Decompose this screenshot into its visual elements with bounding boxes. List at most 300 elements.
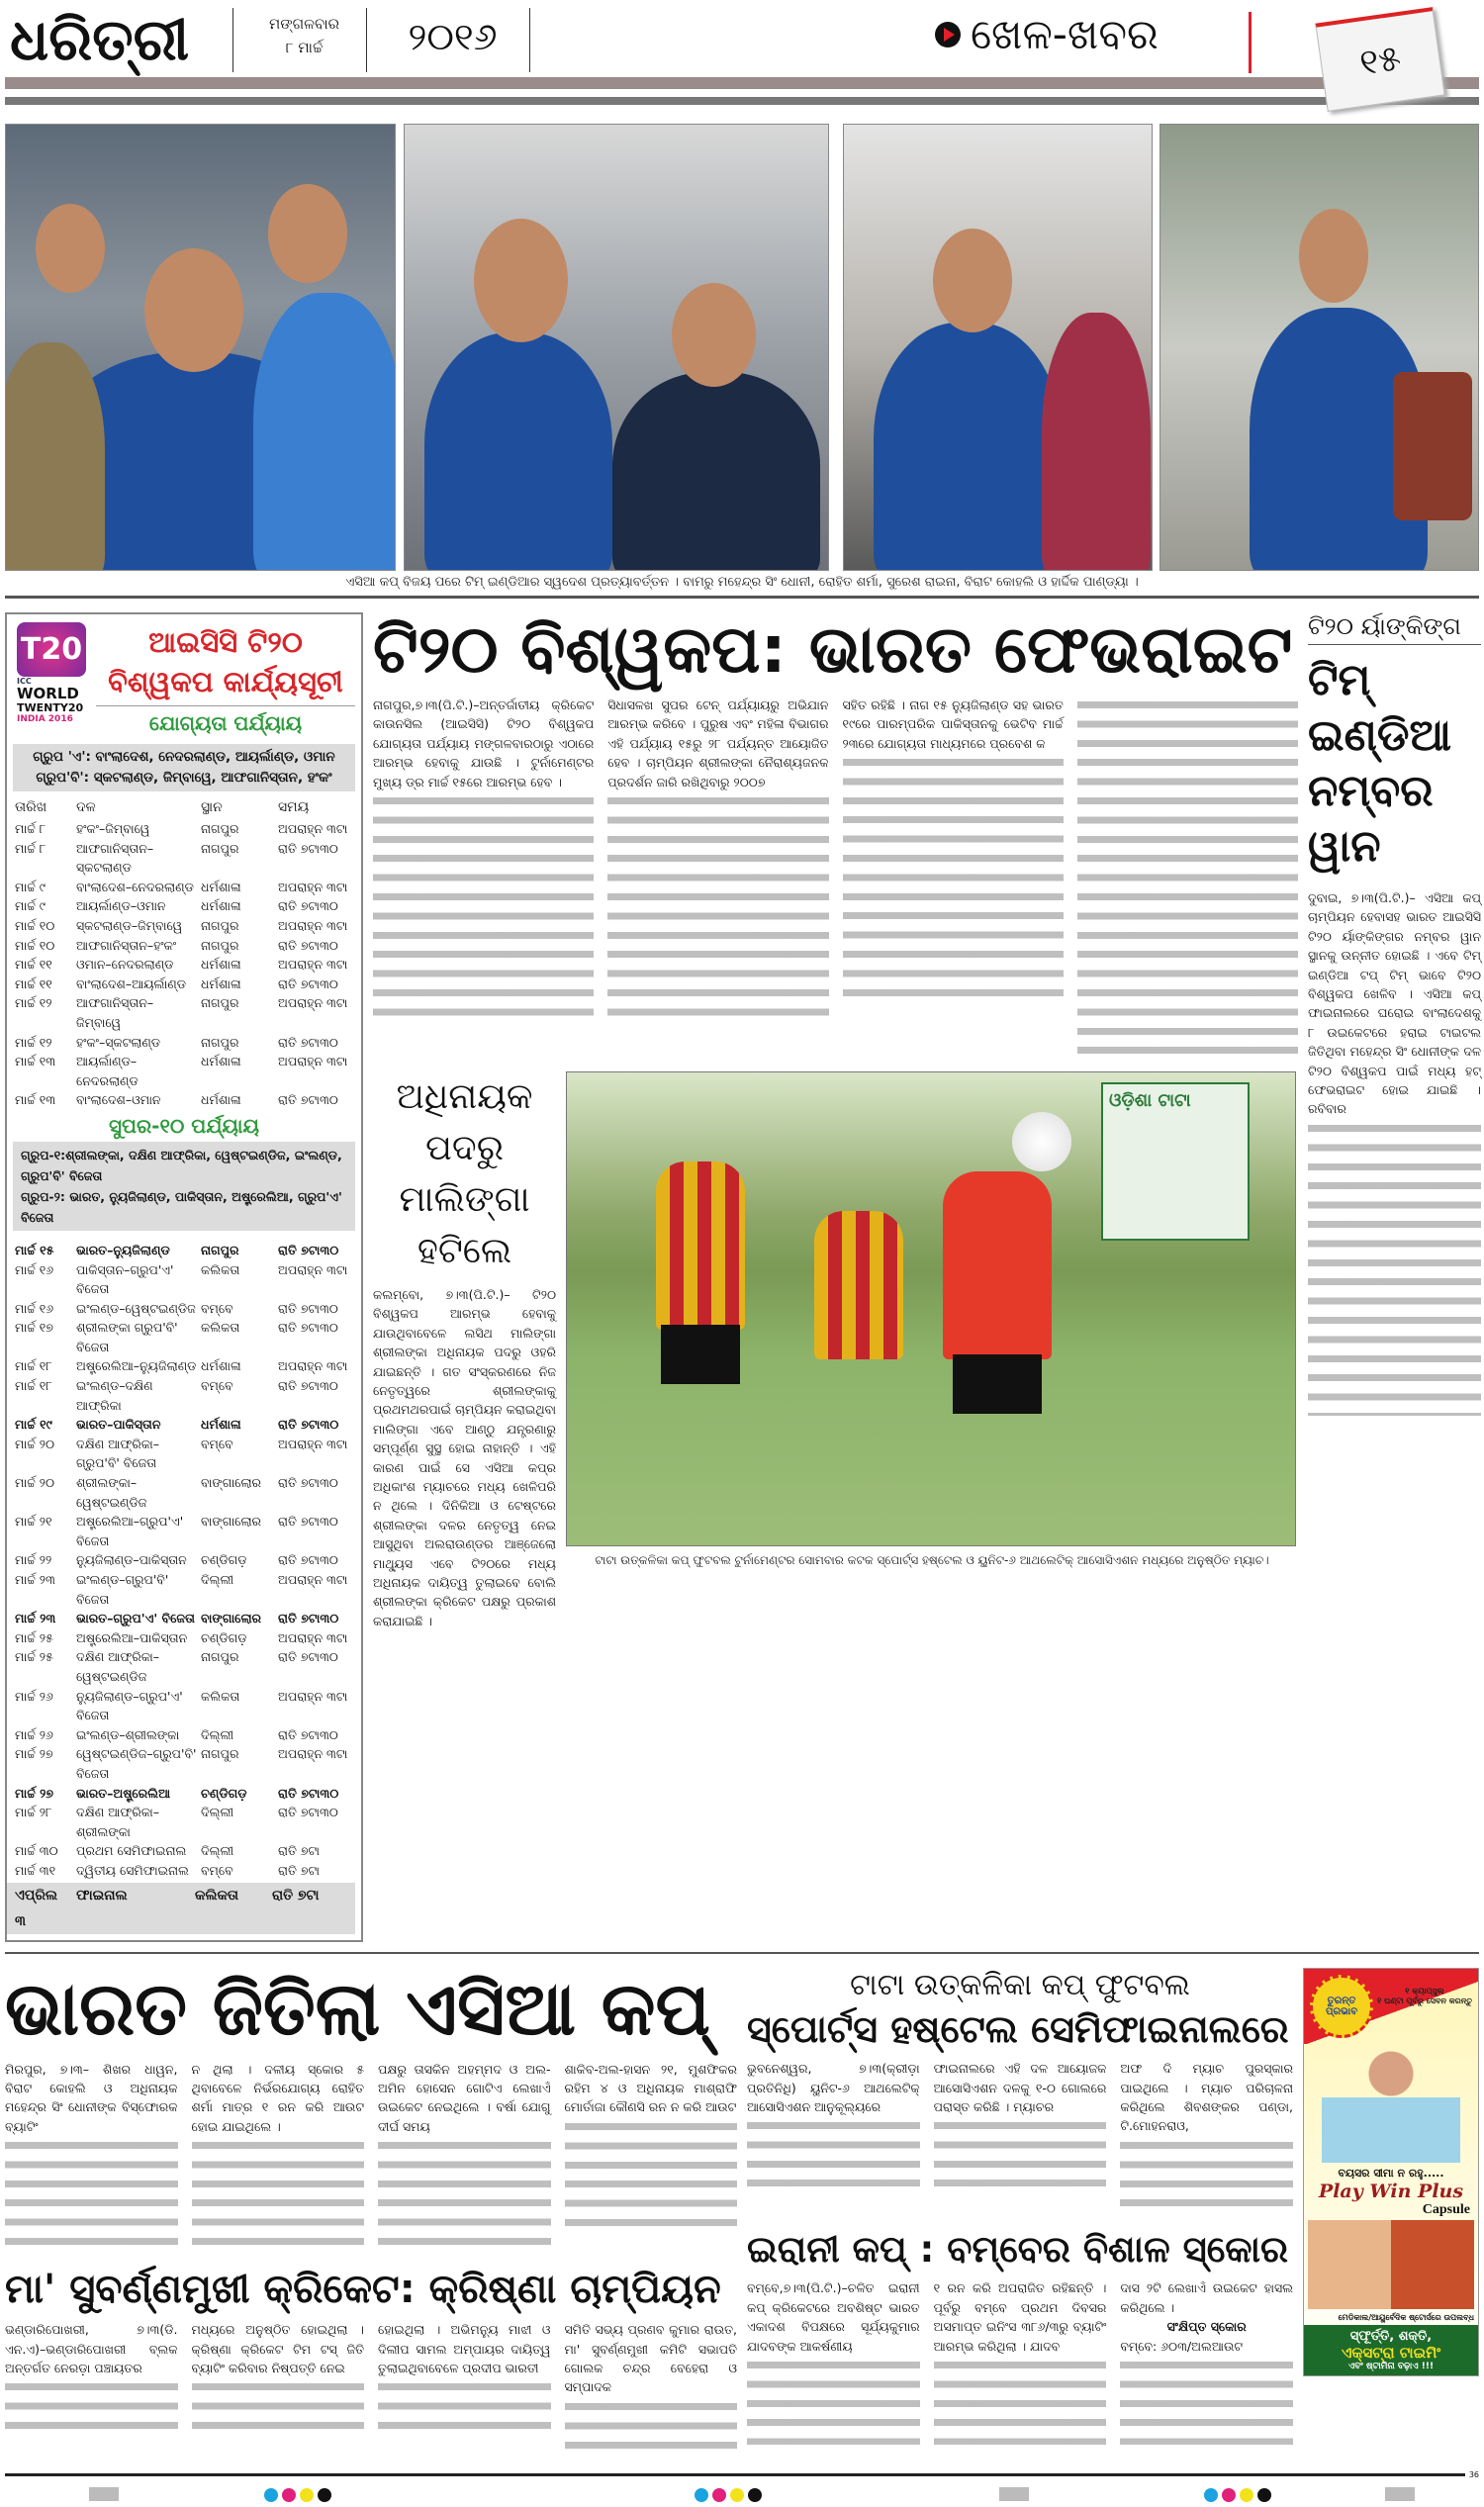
scorecard-line: ବମ୍ବେ: ୬୦୩/ଅଲଆଉଟ: [1120, 2338, 1244, 2354]
cell-teams: ଦକ୍ଷିଣ ଆଫ୍ରିକା–ଶ୍ରୀଲଙ୍କା: [76, 1805, 160, 1839]
football: [1012, 1112, 1071, 1171]
cell-venue: ବାଙ୍ଗାଲୋର: [201, 1475, 262, 1491]
cell-teams: ଅଷ୍ଟ୍ରେଲିଆ–ଗ୍ରୁପ'ଏ' ବିଜେତା: [76, 1514, 184, 1548]
cell-date: ମାର୍ଚ୍ଚ ୨୦: [15, 1475, 55, 1491]
schedule-row: [7, 936, 361, 956]
cell-date: ମାର୍ଚ୍ଚ ୨୨: [15, 1552, 52, 1568]
super10-groups-box: [13, 1142, 355, 1231]
cell-date: ମାର୍ଚ୍ଚ ୧୭: [15, 1320, 53, 1336]
story-column: [565, 2320, 738, 2457]
schedule-row: [7, 1052, 361, 1090]
cell-date: ମାର୍ଚ୍ଚ ୨୬: [15, 1688, 53, 1704]
cell-teams: ଆୟର୍ଲାଣ୍ଡ–ନେଦରଲାଣ୍ଡ: [76, 1054, 139, 1088]
cell-teams: ୱେଷ୍ଟଇଣ୍ଡିଜ–ଗ୍ରୁପ'ବି' ବିଜେତା: [76, 1746, 197, 1781]
text-continuation: [565, 2397, 738, 2457]
cell-date: ମାର୍ଚ୍ଚ ୨୧: [15, 1514, 52, 1530]
super10-heading: ସୁପର-୧୦ ପର୍ଯ୍ୟାୟ: [108, 1113, 259, 1138]
groups-box: [13, 744, 355, 791]
playwinplus-advertisement: [1303, 1968, 1479, 2376]
cell-teams: ଆୟର୍ଲାଣ୍ଡ–ଓମାନ: [76, 898, 166, 914]
ad-slogan-band: [1304, 2325, 1478, 2375]
cell: ଏପ୍ରିଲ ୩: [15, 1887, 58, 1929]
date: ୮ ମାର୍ଚ୍ଚ: [285, 39, 324, 56]
cell-teams: ହଂକଂ–ଜିମ୍ବାୱେ: [76, 821, 150, 836]
cell-teams: ଭାରତ–ଗ୍ରୁପ'ଏ' ବିଜେତା: [76, 1611, 195, 1626]
text-continuation: [5, 2136, 178, 2255]
cell-date: ମାର୍ଚ୍ଚ ୨୩: [15, 1611, 56, 1626]
lower-left: [5, 1968, 737, 2457]
divider: [1249, 12, 1252, 73]
cell-venue: ଧର୍ମଶାଳା: [201, 1417, 241, 1433]
cell-venue: ନାଗପୁର: [201, 1034, 239, 1050]
section-title: [935, 10, 1244, 59]
player: [814, 1211, 903, 1359]
main-story-body: [373, 696, 1298, 1062]
qualifier-heading: ଯୋଗ୍ୟତା ପର୍ଯ୍ୟାୟ: [148, 711, 303, 735]
cell-time: ଅପରାହ୍ନ ୩ଟା: [278, 821, 348, 836]
cell: ରାତି ୭ଟା: [272, 1887, 320, 1903]
cell-time: ରାତି ୭ଟା୩୦: [278, 1475, 338, 1491]
cell-teams: ନ୍ୟୁଜିଲାଣ୍ଡ–ଗ୍ରୁପ'ଏ' ବିଜେତା: [76, 1688, 183, 1723]
story-text: ହୋଇଥିଲା । ଅଭିମନ୍ୟୁ ମାଝୀ ଓ ଦିଲୀପ ସାମଲ ଅମ୍ପାୟର ଦାୟିତ୍ୱ ତୁଲାଇଥିବାବେଳେ ପ୍ରଦୀପ ଭାରତୀ: [378, 2322, 551, 2376]
logo-text: WORLD: [17, 685, 79, 702]
col-date: ତାରିଖ: [15, 799, 47, 815]
cell-time: ଅପରାହ୍ନ ୩ଟା: [278, 1261, 348, 1277]
text-continuation: [607, 791, 828, 1019]
cell-time: ରାତି ୭ଟା୩୦: [278, 1378, 338, 1394]
cell: ଫାଇନାଲ: [76, 1887, 128, 1903]
cell-date: ମାର୍ଚ୍ଚ ୨୦: [15, 1436, 55, 1451]
ranking-kicker: ଟି୨୦ ର୍ୟାଙ୍କିଙ୍ଗ: [1308, 612, 1481, 645]
cell-date: ମାର୍ଚ୍ଚ ୨୭: [15, 1785, 54, 1801]
cell-venue: ନାଗପୁର: [201, 1649, 239, 1665]
story-column: [1120, 2059, 1293, 2215]
schedule-row: [7, 993, 361, 1032]
cell-date: ମାର୍ଚ୍ଚ ୧୩: [15, 1054, 56, 1069]
text-continuation: [192, 2377, 365, 2437]
cell-time: ରାତି ୭ଟା୩୦: [278, 898, 338, 914]
schedule-row: [7, 1609, 361, 1628]
cell-time: ରାତି ୭ଟା୩୦: [278, 1300, 338, 1316]
schedule-row: [7, 1435, 361, 1473]
cell-teams: ଇଂଲଣ୍ଡ–ୱେଷ୍ଟଇଣ୍ଡିଜ: [76, 1300, 196, 1316]
text-continuation: [5, 2377, 178, 2437]
text-continuation: [747, 2116, 920, 2195]
main-section: [373, 612, 1298, 1630]
story-column: [1077, 696, 1298, 1062]
text-continuation: [1308, 1119, 1481, 1416]
cell-venue: କଲିକତା: [201, 1320, 240, 1336]
story-column: [192, 2320, 365, 2457]
logo-text: INDIA 2016: [17, 714, 73, 724]
cell-teams: ଅଷ୍ଟ୍ରେଲିଆ–ନ୍ୟୁଜିଲାଣ୍ଡ: [76, 1358, 197, 1374]
cell-date: ମାର୍ଚ୍ଚ ୧୮: [15, 1378, 52, 1394]
cell-venue: ଧର୍ମଶାଳା: [201, 898, 241, 914]
malinga-story: [373, 1071, 556, 1630]
text-continuation: [1120, 2136, 1293, 2215]
ad-product: Capsule: [1422, 2201, 1470, 2217]
schedule-row: [7, 955, 361, 975]
cell-venue: କଲିକତା: [201, 1261, 240, 1277]
super10-table: [7, 1241, 361, 1881]
print-page-number: 36: [1468, 2469, 1479, 2479]
registration-mark: [1385, 2487, 1415, 2501]
cell-time: ଅପରାହ୍ନ ୩ଟା: [278, 995, 348, 1011]
col-time: ସମୟ: [278, 799, 310, 815]
cell-teams: ଶ୍ରୀଲଙ୍କା ଗ୍ରୁପ'ବି' ବିଜେତା: [76, 1320, 178, 1354]
cell-venue: ଦିଲ୍ଲୀ: [201, 1843, 234, 1859]
asia-cup-headline: ଭାରତ ଜିତିଲା ଏସିଆ କପ୍: [5, 1966, 710, 2052]
story-text: ସମିତି ସଭ୍ୟ ପ୍ରଣବ କୁମାର ରାଉତ, ମା' ସୁବର୍ଣ୍ଣମୁଖୀ କମିଟି ସଭାପତି ଗୋଲକ ଚନ୍ଦ୍ର ବେହେରା ଓ ସମ୍ପାଦକ: [564, 2322, 737, 2395]
story-text: ନାଗପୁର,୭।୩(ପି.ଟି.)–ଅନ୍ତର୍ଜାତୀୟ କ୍ରିକେଟ କାଉନସିଲ (ଆଇସିସି) ଟି୨୦ ବିଶ୍ୱକପ ଯୋଗ୍ୟତା ପର୍ଯ୍ୟାୟ ମଙ୍ଗଳବାରଠାରୁ ଏଠାରେ ଆରମ୍ଭ ହେବାକୁ ଯାଉଛି । ଟୁର୍ନାମେଣ୍ଟର ମୁଖ୍ୟ ଡ୍ର ମାର୍ଚ୍ଚ ୧୫ରେ ଆରମ୍ଭ ହେବ ।: [373, 696, 595, 789]
cell-time: ରାତି ୭ଟା୩୦: [278, 937, 338, 953]
cell-venue: ଚଣ୍ଡିଗଡ଼: [201, 1629, 247, 1645]
cell-date: ମାର୍ଚ୍ଚ ୧୫: [15, 1242, 54, 1257]
cell-venue: ନାଗପୁର: [201, 995, 239, 1011]
cell-date: ମାର୍ଚ୍ଚ ୯: [15, 898, 46, 914]
cell-date: ମାର୍ଚ୍ଚ ୨୭: [15, 1746, 53, 1762]
story-column: [843, 696, 1064, 1062]
cell: କଲିକତା: [195, 1887, 239, 1903]
schedule-row: [7, 1512, 361, 1550]
cell-teams: ଦକ୍ଷିଣ ଆଫ୍ରିକା–ଗ୍ରୁପ'ବି' ବିଜେତା: [76, 1436, 160, 1471]
schedule-row: [7, 1260, 361, 1299]
cell-teams: ଭାରତ–ପାକିସ୍ତାନ: [76, 1417, 161, 1433]
text-continuation: [843, 753, 1064, 1000]
schedule-row: [7, 1647, 361, 1686]
story-column: [565, 2060, 738, 2256]
rule: [5, 1952, 1479, 1954]
football-caption: ଟାଟା ଉତ୍କଳିକା କପ୍ ଫୁଟବଲ ଟୁର୍ନାମେଣ୍ଟର ସୋମବାର କଟକ ସ୍ପୋର୍ଟ୍ସ ହଷ୍ଟେଲ ଓ ୟୁନିଟ-୬ ଆଥଲେଟିକ୍ ଆସୋସିଏଶନ ମଧ୍ୟରେ ଅନୁଷ୍ଠିତ ମ୍ୟାଚ।: [595, 1552, 1269, 1567]
text-continuation: [378, 2136, 551, 2255]
cell-venue: ଚଣ୍ଡିଗଡ଼: [201, 1552, 247, 1568]
schedule-row: [7, 916, 361, 936]
schedule-row: [7, 975, 361, 994]
story-column: [378, 2320, 551, 2457]
story-text: ଭଣ୍ଡାରିପୋଖରୀ, ୭।୩(ଡି. ଏନ.ଏ)–ଭଣ୍ଡାରିପୋଖରୀ ବ୍ଲକ ଅନ୍ତର୍ଗତ ନେରଡ଼ା ପଞ୍ଚାୟତର: [5, 2322, 178, 2376]
color-registration-marks: [1202, 2487, 1273, 2506]
cell-time: ରାତି ୭ଟା୩୦: [278, 1092, 338, 1108]
divider: [232, 8, 233, 72]
cell-date: ମାର୍ଚ୍ଚ ୧୦: [15, 937, 55, 953]
registration-mark: [999, 2487, 1029, 2501]
tata-cup-body: [747, 2059, 1293, 2215]
cell-date: ମାର୍ଚ୍ଚ ୨୬: [15, 1726, 53, 1742]
ad-top: [1304, 1969, 1478, 2044]
schedule-row: [7, 1744, 361, 1783]
cell-date: ମାର୍ଚ୍ଚ ୧୨: [15, 1034, 52, 1050]
text-continuation: [192, 2136, 365, 2255]
schedule-row: [7, 1033, 361, 1053]
newspaper-logo: ଧରିତ୍ରୀ: [10, 6, 190, 73]
cell-venue: ନାଗପୁର: [201, 917, 239, 933]
photo-dhoni: [5, 124, 396, 571]
cell-venue: ବମ୍ବେ: [201, 1862, 233, 1878]
story-text: ଦାସ ୨ଟି ଲେଖାଏଁ ଉଇକେଟ ହାସଲ କରିଥିଲେ ।: [1120, 2280, 1293, 2315]
cell-time: ରାତି ୭ଟା୩୦: [278, 1320, 338, 1336]
group-1: ଗ୍ରୁପ-୧:ଶ୍ରୀଲଙ୍କା, ଦକ୍ଷିଣ ଆଫ୍ରିକା, ୱେଷ୍ଟଇଣ୍ଡିଜ, ଇଂଲଣ୍ଡ, ଗ୍ରୁପ'ବି' ବିଜେତା: [21, 1147, 342, 1183]
issue-date: [247, 12, 361, 59]
logo-text: TWENTY20: [17, 701, 84, 714]
cell-time: ଅପରାହ୍ନ ୩ଟା: [278, 1436, 348, 1451]
text-continuation: [934, 2356, 1107, 2445]
page-number: ୧୫: [1315, 7, 1444, 112]
cell-time: ରାତି ୭ଟା୩୦: [278, 1611, 339, 1626]
story-text: ଅଫ ଦି ମ୍ୟାଚ ପୁରସ୍କାର ପାଇଥିଲେ । ମ୍ୟାଚ ପରିଚାଳନା କରିଥିଲେ ଶିବଶଙ୍କର ପଣ୍ଡା, ଟି.ମୋହନରାଓ,: [1120, 2061, 1293, 2134]
cell-venue: ଧର୍ମଶାଳା: [201, 1092, 241, 1108]
cell-date: ମାର୍ଚ୍ଚ ୨୫: [15, 1629, 53, 1645]
cell-venue: କଲିକତା: [201, 1688, 240, 1704]
cell-time: ରାତି ୭ଟା୩୦: [278, 1785, 339, 1801]
t20-schedule-box: [5, 612, 363, 1942]
cell-teams: ଇଂଲଣ୍ଡ–ଗ୍ରୁପ'ବି' ବିଜେତା: [76, 1572, 169, 1607]
cell-time: ଅପରାହ୍ନ ୩ଟା: [278, 1054, 348, 1069]
cell-venue: ନାଗପୁର: [201, 821, 239, 836]
story-column: [192, 2060, 365, 2256]
malinga-body: କଲମ୍ବୋ, ୭।୩(ପି.ଟି.)– ଟି୨୦ ବିଶ୍ୱକପ ଆରମ୍ଭ ହେବାକୁ ଯାଉଥିବାବେଳେ ଲସିଥ ମାଲିଙ୍ଗା ଶ୍ରୀଲଙ୍କା ଅଧିନାୟକ ପଦରୁ ଓହରି ଯାଇଛନ୍ତି । ଗତ ସଂସ୍କରଣରେ ନିଜ ନେତୃତ୍ୱରେ ଶ୍ରୀଲଙ୍କାକୁ ପ୍ରଥମଥରପାଇଁ ଚାମ୍ପିୟନ କରାଇଥିବା ମାଲିଙ୍ଗା ଏବେ ଆଣ୍ଠୁ ଯନ୍ତ୍ରଣାରୁ ସମ୍ପୂର୍ଣ୍ଣ ସୁସ୍ଥ ହୋଇ ନାହାନ୍ତି । ଏହି କାରଣ ପାଇଁ ସେ ଏସିଆ କପ୍‌ର ଅଧିକାଂଶ ମ୍ୟାଚରେ ମଧ୍ୟ ଖେଳିପରି ନ ଥିଲେ । ଦିନିକିଆ ଓ ଟେଷ୍ଟରେ ଶ୍ରୀଲଙ୍କା ଦଳର ନେତୃତ୍ୱ ନେଇ ଆସୁଥିବା ଅଲରାଉଣ୍ଡର ଆଞ୍ଜେଲୋ ମାଥ୍ୟୁସ ଏବେ ଟି୨୦ରେ ମଧ୍ୟ ଅଧିନାୟକ ଦାୟିତ୍ୱ ତୁଲାଇବେ ବୋଲି ଶ୍ରୀଲଙ୍କା କ୍ରିକେଟ ପକ୍ଷରୁ ପ୍ରକାଶ କରାଯାଇଛି ।: [373, 1286, 556, 1628]
cell-time: ଅପରାହ୍ନ ୩ଟା: [278, 1358, 348, 1374]
final-row: [7, 1883, 355, 1934]
col-venue: ସ୍ଥାନ: [201, 799, 223, 815]
cell-time: ଅପରାହ୍ନ ୩ଟା: [278, 1572, 348, 1587]
cell-venue: ନାଗପୁର: [201, 840, 239, 856]
cell-time: ରାତି ୭ଟା୩୦: [278, 1514, 338, 1530]
cell-date: ମାର୍ଚ୍ଚ ୧୮: [15, 1358, 52, 1374]
cell-teams: ଇଂଲଣ୍ଡ–ଦକ୍ଷିଣ ଆଫ୍ରିକା: [76, 1378, 153, 1413]
cell-venue: ଧର୍ମଶାଳା: [201, 975, 241, 991]
schedule-header: [7, 795, 361, 819]
cell-time: ରାତି ୭ଟା: [278, 1843, 320, 1859]
ad-slogan: ଏବଂ ଷ୍ଟାମିନା ବଢ଼ାଏ !!!: [1347, 2361, 1435, 2371]
cell-venue: ନାଗପୁର: [201, 937, 239, 953]
cell-venue: ବାଙ୍ଗାଲୋର: [201, 1514, 262, 1530]
ad-slogan: ସ୍ଫୂର୍ତ୍ତି, ଶକ୍ତି,: [1349, 2328, 1433, 2344]
cell-time: ରାତି ୭ଟା୩୦: [278, 1034, 338, 1050]
cell-venue: ଧର୍ମଶାଳା: [201, 957, 241, 973]
photo-rohit-raina: [404, 124, 829, 571]
cell-venue: ବମ୍ବେ: [201, 1436, 233, 1451]
photo-pandya: [1159, 124, 1479, 571]
logo-text: ICC: [17, 677, 32, 686]
schedule-row: [7, 1473, 361, 1512]
cell-time: ଅପରାହ୍ନ ୩ଟା: [278, 879, 348, 894]
cell-teams: ଆଫଗାନିସ୍ତାନ–ଜିମ୍ବାୱେ: [76, 995, 154, 1030]
scorecard-heading: ସଂକ୍ଷିପ୍ତ ସ୍କୋର: [1166, 2319, 1247, 2335]
photo-kohli: [843, 124, 1153, 571]
weekday: ମଙ୍ଗଳବାର: [268, 15, 339, 33]
schedule-title: ବିଶ୍ୱକପ କାର୍ଯ୍ୟସୂଚୀ: [96, 662, 355, 706]
subarnamukhi-headline: ମା' ସୁବର୍ଣ୍ଣମୁଖୀ କ୍ରିକେଟ: କ୍ରିଷ୍ଣା ଚାମ୍ପିୟନ: [5, 2267, 721, 2313]
story-text: ଶାକିବ-ଅଲ-ହାସନ ୨୧, ମୁଶଫିକର ରହିମ ୪ ଓ ଅଧିନାୟକ ମାଶ୍ରାଫି ମୋର୍ତାଜା କୌଣସି ରନ ନ କରି ଆଉଟ: [564, 2061, 737, 2115]
schedule-row: [7, 1318, 361, 1356]
cell-time: ରାତି ୭ଟା୩୦: [278, 1552, 338, 1568]
story-text: ଫାଇନାଲରେ ଏହି ଦଳ ଆୟୋଜକ ଆସୋସିଏଶନ ଦଳକୁ ୧-୦ ଗୋଲରେ ପରାସ୍ତ କରିଛି । ମ୍ୟାଚର: [933, 2061, 1107, 2114]
schedule-row: [7, 819, 361, 839]
color-registration-marks: [262, 2487, 333, 2506]
cell-date: ମାର୍ଚ୍ଚ ୩୦: [15, 1843, 58, 1859]
cell-teams: ନ୍ୟୁଜିଲାଣ୍ଡ–ପାକିସ୍ତାନ: [76, 1552, 187, 1568]
cell-teams: ଭାରତ–ନ୍ୟୁଜିଲାଣ୍ଡ: [76, 1242, 170, 1257]
registration-mark: [89, 2487, 119, 2501]
subarnamukhi-body: [5, 2320, 737, 2457]
cell-teams: ଇଂଲଣ୍ଡ–ଶ୍ରୀଲଙ୍କା: [76, 1726, 180, 1742]
cell-date: ମାର୍ଚ୍ଚ ୧୬: [15, 1261, 54, 1277]
cell-date: ମାର୍ଚ୍ଚ ୧୨: [15, 995, 52, 1011]
ad-slogan: ଏକ୍ସଟ୍ରା ଟାଇମିଂ: [1341, 2343, 1441, 2362]
schedule-row: [7, 1784, 361, 1804]
ad-badge: ତୁରନ୍ତ ପ୍ରଭାବ: [1310, 1975, 1373, 2038]
cell-time: ରାତି ୭ଟା୩୦: [278, 1726, 338, 1742]
story-column: [5, 2320, 178, 2457]
ranking-headline: ଟିମ୍ ଇଣ୍ଡିଆ ନମ୍ବର ୱାନ: [1308, 655, 1452, 872]
schedule-row: [7, 1356, 361, 1376]
cell-date: ମାର୍ଚ୍ଚ ୧୯: [15, 1417, 52, 1433]
color-registration-marks: [693, 2487, 764, 2506]
schedule-row: [7, 1687, 361, 1725]
cell-teams: ବାଂଲାଦେଶ–ଆୟର୍ଲାଣ୍ଡ: [76, 975, 186, 991]
tata-cup-kicker: ଟାଟା ଉତ୍କଳିକା କପ୍ ଫୁଟବଲ: [850, 1967, 1190, 2002]
upper-section: [5, 612, 1479, 1942]
ad-model-photo: [1322, 2044, 1460, 2163]
cell-date: ମାର୍ଚ୍ଚ ୧୩: [15, 1092, 56, 1108]
cell-teams: ଭାରତ–ଅଷ୍ଟ୍ରେଲିଆ: [76, 1785, 171, 1801]
cell-time: ଅପରାହ୍ନ ୩ଟା: [278, 1746, 348, 1762]
text-continuation: [934, 2116, 1107, 2195]
cell-date: ମାର୍ଚ୍ଚ ୮: [15, 840, 46, 856]
footer: [5, 2470, 1479, 2479]
cell-time: ରାତି ୭ଟା୩୦: [278, 840, 338, 856]
text-continuation: [373, 791, 594, 1019]
divider: [529, 8, 530, 72]
col-teams: ଦଳ: [76, 799, 96, 815]
cell-time: ରାତି ୭ଟା୩୦: [278, 975, 338, 991]
lower-middle: [747, 1968, 1293, 2445]
asia-cup-body: [5, 2060, 737, 2256]
cell-venue: ବାଙ୍ଗାଲୋର: [201, 1611, 262, 1626]
section-label: ଖେଳ-ଖବର: [971, 10, 1159, 58]
ad-text: ୧ କ୍ୟାପ୍ସୁଲ: [1405, 1986, 1444, 1996]
ad-text: ୧ ଘଣ୍ଟା ପୂର୍ବରୁ ସେବନ କରନ୍ତୁ: [1377, 1996, 1472, 2005]
schedule-row: [7, 1376, 361, 1415]
ad-product-photo: [1308, 2220, 1474, 2309]
schedule-row: [7, 1841, 361, 1861]
schedule-row: [7, 1299, 361, 1319]
year: ୨୦୧୬: [408, 15, 498, 58]
ranking-body: ଦୁବାଇ, ୭।୩(ପି.ଟି.)– ଏସିଆ କପ୍ ଚାମ୍ପିୟନ ହେବାସହ ଭାରତ ଆଇସିସି ଟି୨୦ ର୍ୟାଙ୍କିଙ୍ଗର ନମ୍ବର ୱାନ ସ୍ଥାନକୁ ଉନ୍ନୀତ ହୋଇଛି । ଏବେ ଟିମ୍ ଇଣ୍ଡିଆ ଟପ୍ ଟିମ୍ ଭାବେ ଟି୨୦ ବିଶ୍ୱକପ ଖେଳିବ । ଏସିଆ କପ୍ ଫାଇନାଲରେ ଘରୋଇ ବାଂଲାଦେଶକୁ ୮ ଉଇକେଟରେ ହରାଇ ଟାଇଟଲ ଜିତିଥିବା ମହେନ୍ଦ୍ର ସିଂ ଧୋନୀଙ୍କ ଦଳ ଟି୨୦ ବିଶ୍ୱକପ ପାଇଁ ମଧ୍ୟ ହଟ୍ ଫେଭରାଇଟ ହୋଇ ଯାଇଛି । ରବିବାର: [1308, 890, 1481, 1117]
cell-date: ମାର୍ଚ୍ଚ ୩୧: [15, 1862, 56, 1878]
masthead-band: [5, 77, 1479, 89]
cell-time: ଅପରାହ୍ନ ୩ଟା: [278, 1629, 348, 1645]
schedule-row: [7, 1803, 361, 1841]
cell-teams: ସ୍କଟଲାଣ୍ଡ–ଜିମ୍ବାୱେ: [76, 917, 183, 933]
group-b: ଗ୍ରୁପ'ବି': ସ୍କଟଲାଣ୍ଡ, ଜିମ୍ବାୱେ, ଆଫଗାନିସ୍ତାନ, ହଂକଂ: [36, 770, 332, 786]
cell-teams: ବାଂଲାଦେଶ–ନେଦରଲାଣ୍ଡ: [76, 879, 194, 894]
schedule-row: [7, 1090, 361, 1110]
cell-venue: ଧର୍ମଶାଳା: [201, 1358, 241, 1374]
story-text: ସହିତ ରହିଛି । ନାଗ ୧୫ ନ୍ୟୁଜିଲାଣ୍ଡ ସହ ଭାରତ ୧୯ରେ ପାରମ୍ପରିକ ପାକିସ୍ତାନକୁ ଭେଟିବ ମାର୍ଚ୍ଚ ୨୩ରେ ଯୋଗ୍ୟତା ମାଧ୍ୟମରେ ପ୍ରବେଶ କ: [842, 696, 1064, 751]
schedule-row: [7, 1241, 361, 1260]
cell-venue: ନାଗପୁର: [201, 1746, 239, 1762]
cell-time: ଅପରାହ୍ନ ୩ଟା: [278, 957, 348, 973]
cell-time: ରାତି ୭ଟା୩୦: [278, 1805, 338, 1820]
ad-tagline: ବୟସର ସୀମା ନ ରହୁ.....: [1338, 2166, 1444, 2180]
world-t20-logo: [17, 622, 96, 740]
story-text: ପକ୍ଷରୁ ତାସକିନ ଅହମ୍ମଦ ଓ ଅଲ-ଅମିନ ହୋସେନ ଗୋଟିଏ ଲେଖାଏଁ ଉଇକେଟ ନେଇଥିଲେ । ବର୍ଷା ଯୋଗୁ ଦୀର୍ଘ ସମୟ: [378, 2061, 551, 2134]
schedule-row: [7, 1861, 361, 1881]
play-bullet-icon: [935, 22, 961, 47]
cell-time: ଅପରାହ୍ନ ୩ଟା: [278, 1688, 348, 1704]
ad-brand: Play Win Plus: [1318, 2180, 1464, 2202]
schedule-row: [7, 1415, 361, 1435]
cell-teams: ଶ୍ରୀଲଙ୍କା–ୱେଷ୍ଟଇଣ୍ଡିଜ: [76, 1475, 147, 1510]
masthead-band: [5, 97, 1479, 105]
lower-main: [373, 1071, 1298, 1630]
text-continuation: [1120, 2356, 1293, 2445]
cell-teams: ଆଫଗାନିସ୍ତାନ–ସ୍କଟଲାଣ୍ଡ: [76, 840, 154, 876]
schedule-row: [7, 1550, 361, 1570]
rule: [5, 596, 1479, 599]
divider: [366, 8, 367, 72]
story-column: [5, 2060, 178, 2256]
cell-date: ମାର୍ଚ୍ଚ ୮: [15, 821, 46, 836]
schedule-row: [7, 1628, 361, 1648]
cell-teams: ପ୍ରଥମ ସେମିଫାଇନାଲ: [76, 1843, 187, 1859]
cell-date: ମାର୍ଚ୍ଚ ୨୫: [15, 1649, 53, 1665]
footer-rule: [5, 2473, 1465, 2476]
cell-venue: ଧର୍ମଶାଳା: [201, 879, 241, 894]
story-column: [373, 696, 594, 1062]
cell-venue: ଦିଲ୍ଲୀ: [201, 1805, 234, 1820]
schedule-row: [7, 896, 361, 916]
irani-cup-headline: ଇରାନୀ କପ୍ : ବମ୍ବେର ବିଶାଳ ସ୍କୋର: [747, 2227, 1289, 2271]
story-text: ମିରପୁର, ୭।୩– ଶିଖର ଧାୱନ, ବିରାଟ କୋହଲି ଓ ଅଧିନାୟକ ମହେନ୍ଦ୍ର ସିଂ ଧୋନୀଙ୍କ ବିସ୍ଫୋରକ ବ୍ୟାଟିଂ: [5, 2061, 178, 2134]
lower-section: [5, 1968, 1479, 2457]
ad-availability: ମେଡିକାଲ/ଆୟୁର୍ବେଦିକ ଷ୍ଟୋର୍ସରେ ଉପଲବ୍ଧ: [1338, 2312, 1474, 2322]
cell-date: ମାର୍ଚ୍ଚ ୧୧: [15, 957, 52, 973]
cell-time: ରାତି ୭ଟା୩୦: [278, 1417, 339, 1433]
cell-teams: ଦକ୍ଷିଣ ଆଫ୍ରିକା–ୱେଷ୍ଟଇଣ୍ଡିଜ: [76, 1649, 160, 1684]
cell-venue: ଦିଲ୍ଲୀ: [201, 1726, 234, 1742]
player: [943, 1171, 1052, 1359]
cell-teams: ପାକିସ୍ତାନ–ଗ୍ରୁପ'ଏ' ବିଜେତା: [76, 1261, 174, 1297]
cell-date: ମାର୍ଚ୍ଚ ୯: [15, 879, 46, 894]
cell-teams: ଦ୍ୱିତୀୟ ସେମିଫାଇନାଲ: [76, 1862, 189, 1878]
cell-venue: ବମ୍ବେ: [201, 1378, 233, 1394]
schedule-title: ଆଇସିସି ଟି୨୦: [148, 625, 303, 659]
football-block: [566, 1071, 1298, 1569]
cell-teams: ଓମାନ–ନେଦରଲାଣ୍ଡ: [76, 957, 174, 973]
story-text: ନ ଥିଲା । ଦଳୀୟ ସ୍କୋର ୫ ଥିବାବେଳେ ନିର୍ଭରଯୋଗ୍ୟ ରୋହିତ ଶର୍ମା ମାତ୍ର ୧ ରନ କରି ଆଉଟ ହୋଇ ଯାଇଥିଲେ ।: [191, 2061, 364, 2134]
qualifier-table: [7, 819, 361, 1110]
cell-teams: ହଂକଂ–ସ୍କଟଲାଣ୍ଡ: [76, 1034, 161, 1050]
cell-time: ଅପରାହ୍ନ ୩ଟା: [278, 917, 348, 933]
photo-caption: ଏସିଆ କପ୍ ବିଜୟ ପରେ ଟିମ୍ ଇଣ୍ଡିଆର ସ୍ୱଦେଶ ପ୍ରତ୍ୟାବର୍ତ୍ତନ । ବାମରୁ ମହେନ୍ଦ୍ର ସିଂ ଧୋନୀ, ରୋହିତ ଶର୍ମା, ସୁରେଶ ରାଇନା, ବିରାଟ କୋହଲି ଓ ହାର୍ଦ୍ଦିକ ପାଣ୍ଡ୍ୟା ।: [345, 575, 1139, 590]
t20-logo-mark: T20: [17, 622, 86, 677]
story-text: ୧ ରନ କରି ଅପରାଜିତ ରହିଛନ୍ତି । ପୂର୍ବରୁ ବମ୍ବେ ପ୍ରଥମ ଦିବସର ଅସମାପ୍ତ ଇନିଂସ ୩୮୬/୩ରୁ ବ୍ୟାଟିଂ ଆରମ୍ଭ କରିଥିଲା । ଯାଦବ: [933, 2280, 1107, 2354]
schedule-row: [7, 1570, 361, 1609]
group-a: ଗ୍ରୁପ 'ଏ': ବାଂଲାଦେଶ, ନେଦରଲାଣ୍ଡ, ଆୟର୍ଲାଣ୍ଡ, ଓମାନ: [33, 749, 335, 765]
cell-time: ରାତି ୭ଟା୩୦: [278, 1649, 338, 1665]
schedule-row: [7, 1725, 361, 1745]
tata-cup-headline: ସ୍ପୋର୍ଟ୍ସ ହଷ୍ଟେଲ ସେମିଫାଇନାଲରେ: [747, 2006, 1289, 2051]
cell-venue: ବମ୍ବେ: [201, 1300, 233, 1316]
story-text: ସିଧାସଳଖ ସୁପର ଟେନ୍ ପର୍ଯ୍ୟାୟରୁ ଅଭିଯାନ ଆରମ୍ଭ କରିବେ । ପୁରୁଷ ଏବଂ ମହିଳା ବିଭାଗର ଏହି ପର୍ଯ୍ୟାୟ ୧୫ରୁ ୨୮ ପର୍ଯ୍ୟନ୍ତ ଆୟୋଜିତ ହେବ । ଚାମ୍ପିୟନ ଶ୍ରୀଲଙ୍କା ନୈରାଶ୍ୟଜନକ ପ୍ରଦର୍ଶନ ଜାରି ରଖିଥିବାରୁ ୨୦୦୭: [607, 696, 829, 789]
cell-venue: ଧର୍ମଶାଳା: [201, 1054, 241, 1069]
story-column: [378, 2060, 551, 2256]
schedule-row: [7, 878, 361, 897]
story-column: [607, 696, 828, 1062]
cell-date: ମାର୍ଚ୍ଚ ୨୩: [15, 1572, 55, 1587]
